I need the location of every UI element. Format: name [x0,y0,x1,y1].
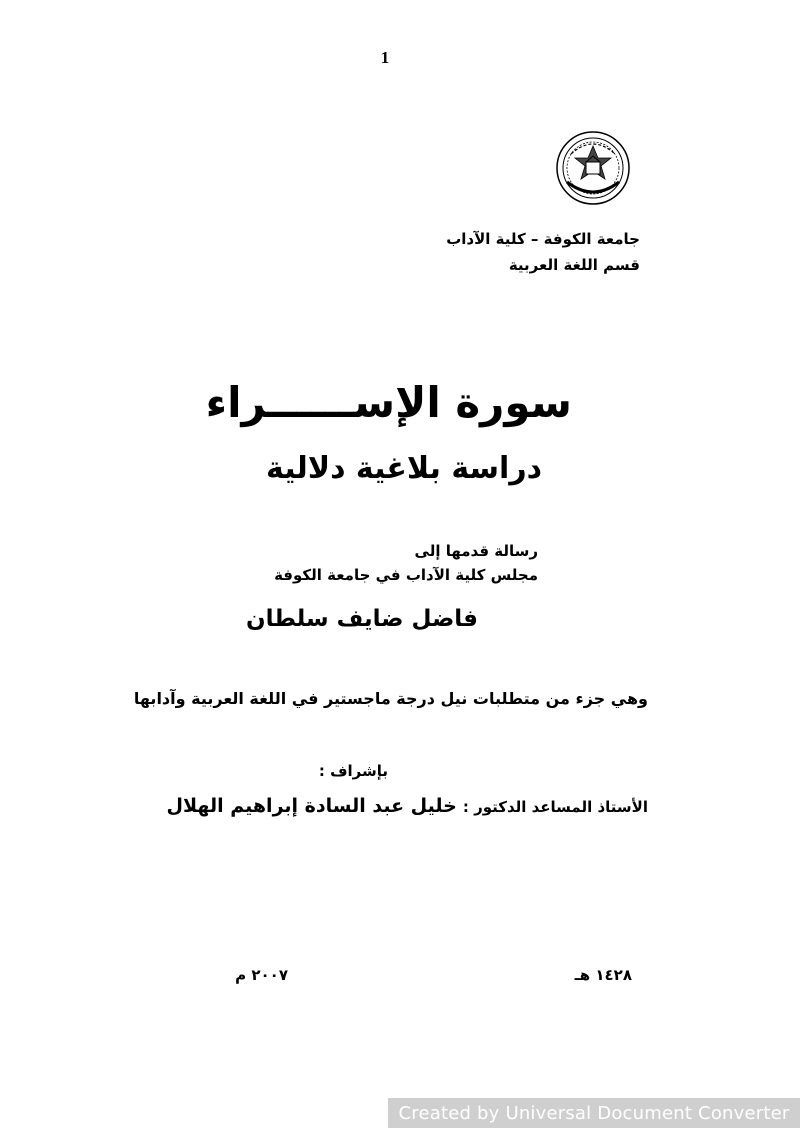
department-line: قسم اللغة العربية [508,256,640,274]
author-name: فاضل ضايف سلطان [245,606,478,632]
university-seal-icon [555,130,631,206]
university-college-line: جامعة الكوفة – كلية الآداب [446,230,640,248]
page-number: 1 [380,48,390,67]
hijri-date: ١٤٢٨ هـ [574,966,632,984]
submission-line-1: رسالة قدمها إلى [414,542,538,560]
gregorian-date: ٢٠٠٧ م [235,966,288,984]
supervisor-title: الأستاذ المساعد الدكتور : [462,798,648,816]
submission-line-2: مجلس كلية الآداب في جامعة الكوفة [274,566,538,584]
thesis-title: سورة الإســــــراء [205,378,572,427]
supervision-label: بإشراف : [318,762,388,780]
supervisor-name: خليل عبد السادة إبراهيم الهلال [166,795,457,817]
degree-requirement-line: وهي جزء من متطلبات نيل درجة ماجستير في اللغة العربية وآدابها [133,689,648,708]
supervisor-line [167,795,648,817]
converter-watermark: Created by Universal Document Converter [388,1098,800,1128]
thesis-subtitle: دراسة بلاغية دلالية [266,451,542,486]
